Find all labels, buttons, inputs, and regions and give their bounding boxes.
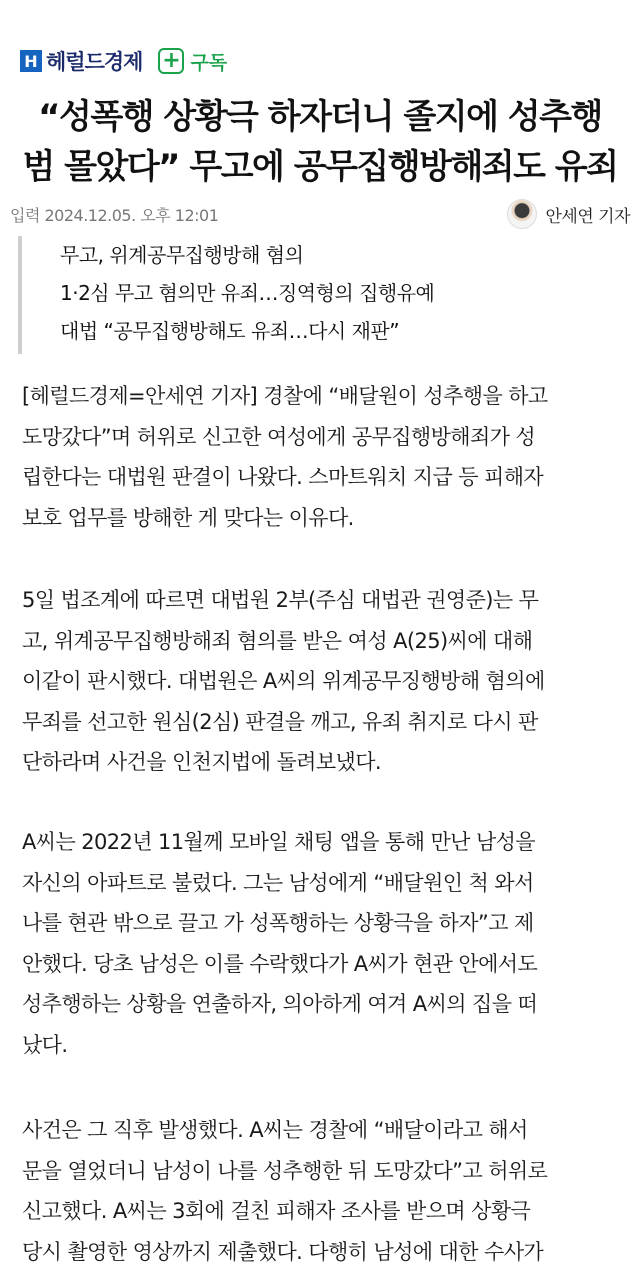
- paragraph-line: 당시 촬영한 영상까지 제출했다. 다행히 남성에 대한 수사가: [22, 1239, 544, 1264]
- publisher-header: [20, 44, 227, 78]
- subscribe-button[interactable]: [158, 48, 227, 75]
- article-paragraph: [22, 1110, 622, 1272]
- article-paragraph: [22, 376, 622, 538]
- publisher-name: 헤럴드경제: [46, 50, 143, 74]
- headline-line: 범 몰았다” 무고에 공무집행방해죄도 유죄: [22, 147, 618, 187]
- publisher-logo[interactable]: [20, 46, 142, 76]
- paragraph-line: 립한다는 대법원 판결이 나왔다. 스마트워치 지급 등 피해자: [22, 465, 544, 489]
- paragraph-line: 5일 법조계에 따르면 대법원 2부(주심 대법관 권영준)는 무: [22, 588, 539, 612]
- paragraph-line: 문을 열었더니 남성이 나를 성추행한 뒤 도망갔다”고 허위로: [22, 1158, 548, 1183]
- summary-line: 무고, 위계공무집행방해 혐의: [60, 243, 304, 267]
- summary-line: 대법 “공무집행방해도 유죄…다시 재판”: [60, 319, 400, 343]
- paragraph-line: 보호 업무를 방해한 게 맞다는 이유다.: [22, 505, 354, 530]
- author-byline[interactable]: [507, 199, 630, 229]
- paragraph-line: 났다.: [22, 1032, 68, 1057]
- paragraph-line: 안했다. 당초 남성은 이를 수락했다가 A씨가 현관 안에서도: [22, 951, 538, 976]
- summary-line: 1·2심 무고 혐의만 유죄…징역형의 집행유예: [60, 281, 435, 305]
- subscribe-label: 구독: [190, 51, 228, 74]
- headline-line: “성폭행 상황극 하자더니 졸지에 성추행: [38, 97, 602, 137]
- article-meta: [10, 198, 630, 230]
- author-avatar: [507, 199, 537, 229]
- published-date: 입력 2024.12.05. 오후 12:01: [10, 205, 219, 225]
- paragraph-line: 무죄를 선고한 원심(2심) 판결을 깨고, 유죄 취지로 다시 판: [22, 709, 538, 734]
- paragraph-line: 신고했다. A씨는 3회에 걸친 피해자 조사를 받으며 상황극: [22, 1199, 531, 1223]
- article-summary: [18, 236, 618, 354]
- plus-icon: +: [158, 48, 184, 74]
- paragraph-line: [헤럴드경제=안세연 기자] 경찰에 “배달원이 성추행을 하고: [22, 384, 548, 408]
- paragraph-line: 사건은 그 직후 발생했다. A씨는 경찰에 “배달이라고 해서: [22, 1118, 528, 1142]
- paragraph-line: 단하라며 사건을 인천지법에 돌려보냈다.: [22, 750, 381, 774]
- paragraph-line: 이같이 판시했다. 대법원은 A씨의 위계공무징행방해 혐의에: [22, 669, 545, 693]
- paragraph-line: 자신의 아파트로 불렀다. 그는 남성에게 “배달원인 척 와서: [22, 870, 534, 895]
- paragraph-line: 성추행하는 상황을 연출하자, 의아하게 여겨 A씨의 집을 떠: [22, 992, 538, 1016]
- paragraph-line: A씨는 2022년 11월께 모바일 채팅 앱을 통해 만난 남성을: [22, 830, 535, 854]
- article-headline: [0, 92, 640, 192]
- paragraph-line: 고, 위계공무집행방해죄 혐의를 받은 여성 A(25)씨에 대해: [22, 628, 533, 653]
- article-paragraph: [22, 822, 622, 1065]
- article-paragraph: [22, 580, 622, 783]
- author-name: 안세연 기자: [545, 206, 630, 227]
- publisher-logo-icon: H: [20, 50, 42, 72]
- paragraph-line: 나를 현관 밖으로 끌고 가 성폭행하는 상황극을 하자”고 제: [22, 911, 534, 935]
- paragraph-line: 도망갔다”며 허위로 신고한 여성에게 공무집행방해죄가 성: [22, 424, 536, 449]
